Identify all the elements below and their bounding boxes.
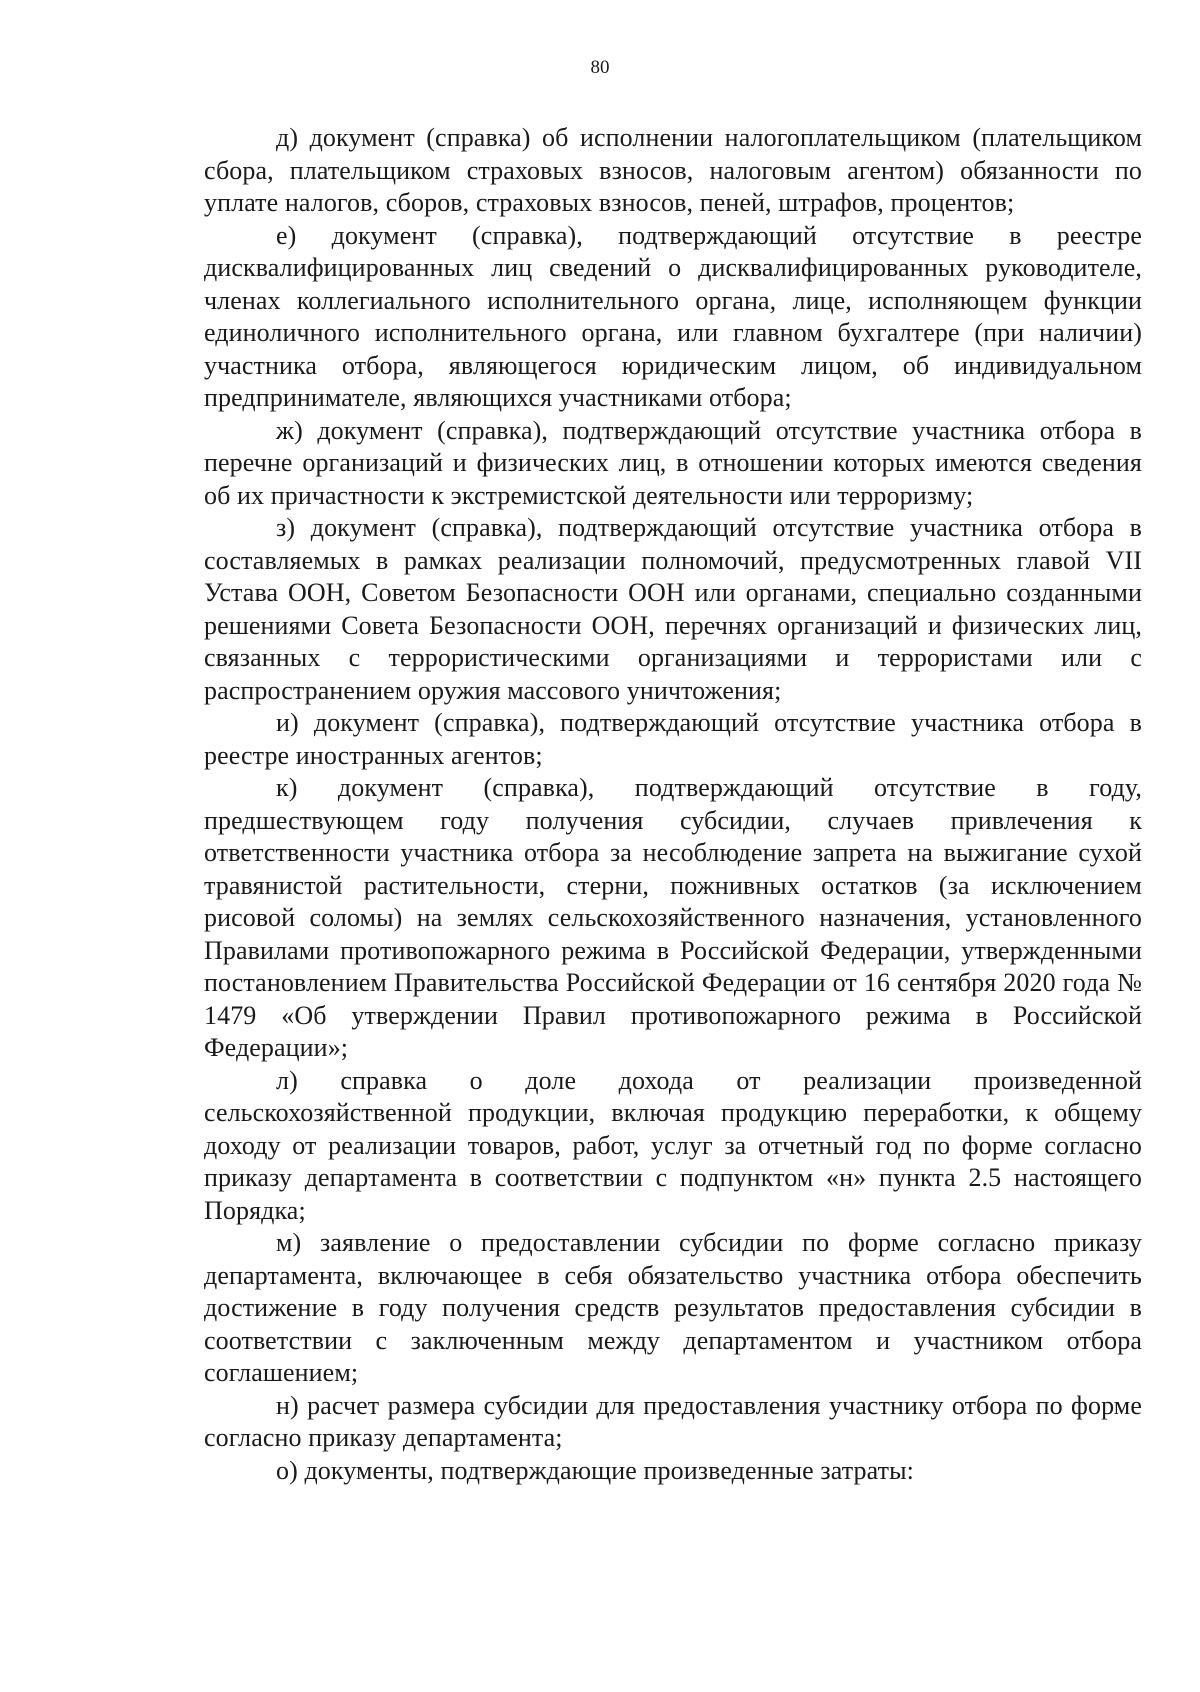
page-number: 80 (590, 57, 610, 78)
paragraph-o: о) документы, подтверждающие произведенные затраты: (276, 1455, 914, 1485)
paragraph-d: д) документ (справка) об исполнении налогоплательщиком (плательщиком сбора, плательщиком страховых взносов, налоговым агентом) обязанности по уплате налогов, сборов, страховых взносов, пеней, штрафов, процентов; (204, 123, 1142, 217)
paragraph-e: е) документ (справка), подтверждающий отсутствие в реестре дисквалифицированных лиц сведений о дисквалифицированных руководителе, членах коллегиального исполнительного органа, лице, исполняющем функции единоличного исполнительного органа, или главном бухгалтере (при наличии) участника отбора, являющегося юридическим лицом, об индивидуальном предпринимателе, являющихся участниками отбора; (204, 220, 1142, 412)
paragraph-zh: ж) документ (справка), подтверждающий отсутствие участника отбора в перечне организаций и физических лиц, в отношении которых имеются сведения об их причастности к экстремистской деятельности или терроризму; (204, 415, 1142, 510)
paragraph-n: н) расчет размера субсидии для предоставления участнику отбора по форме согласно приказу департамента; (204, 1390, 1142, 1452)
paragraph-m: м) заявление о предоставлении субсидии по форме согласно приказу департамента, включающее в себя обязательство участника отбора обеспечить достижение в году получения средств результатов предоставления субсидии в соответствии с заключенным между департаментом и участником отбора соглашением; (204, 1228, 1142, 1387)
document-body (204, 122, 1142, 1487)
paragraph-l: л) справка о доле дохода от реализации произведенной сельскохозяйственной продукции, включая продукцию переработки, к общему доходу от реализации товаров, работ, услуг за отчетный год по форме согласно приказу департамента в соответствии с подпунктом «н» пункта 2.5 настоящего Порядка; (204, 1065, 1142, 1225)
paragraph-z: з) документ (справка), подтверждающий отсутствие участника отбора в составляемых в рамках реализации полномочий, предусмотренных главой VII Устава ООН, Советом Безопасности ООН или органами, специально созданными решениями Совета Безопасности ООН, перечнях организаций и физических лиц, связанных с террористическими организациями и террористами или с распространением оружия массового уничтожения; (204, 513, 1142, 705)
paragraph-i: и) документ (справка), подтверждающий отсутствие участника отбора в реестре иностранных агентов; (204, 708, 1142, 770)
paragraph-k: к) документ (справка), подтверждающий отсутствие в году, предшествующем году получения субсидии, случаев привлечения к ответственности участника отбора за несоблюдение запрета на выжигание сухой травянистой растительности, стерни, пожнивных остатков (за исключением рисовой соломы) на землях сельскохозяйственного назначения, установленного Правилами противопожарного режима в Российской Федерации, утвержденными постановлением Правительства Российской Федерации от 16 сентября 2020 года № 1479 «Об утверждении Правил противопожарного режима в Российской Федерации»; (204, 773, 1142, 1062)
